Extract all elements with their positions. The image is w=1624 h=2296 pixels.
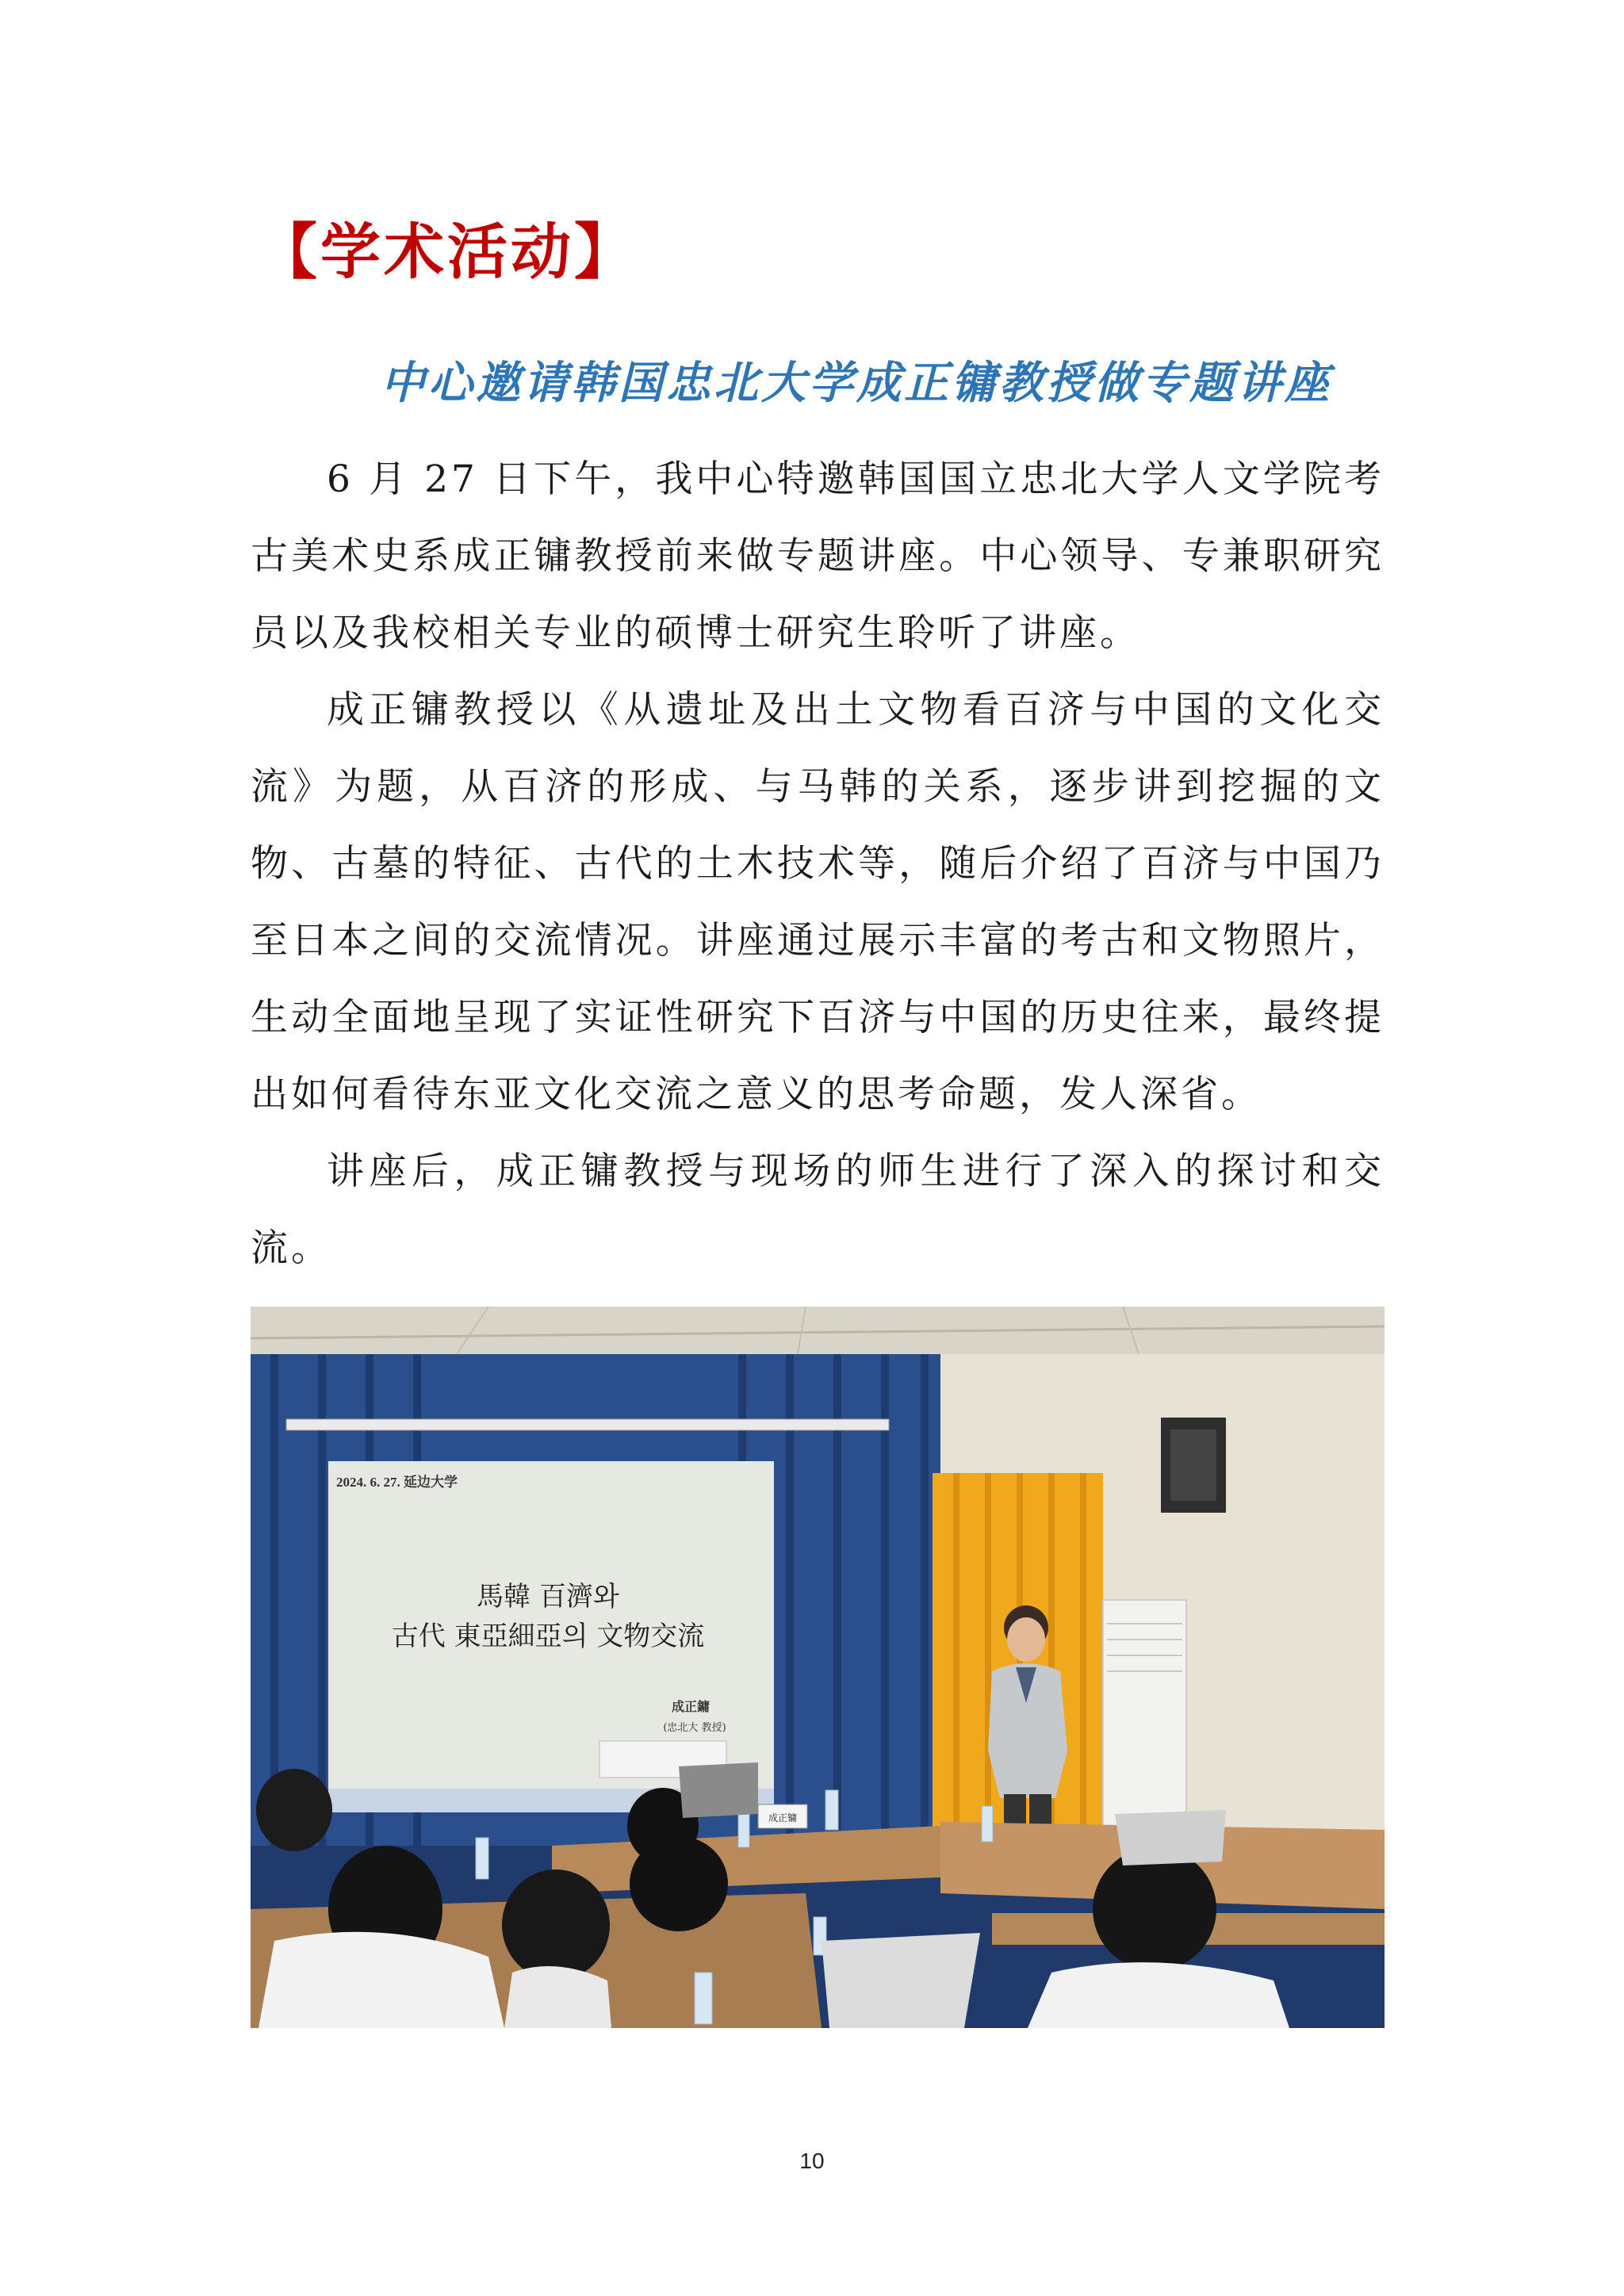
paragraph: 讲座后，成正镛教授与现场的师生进行了深入的探讨和交流。 — [251, 1150, 1385, 1270]
slide-affiliation: (忠北大 教授) — [663, 1722, 726, 1734]
lecture-photo — [251, 1307, 1385, 2028]
slide-date: 2024. 6. 27. 延边大学 — [336, 1475, 458, 1490]
article-body — [251, 441, 1385, 1287]
article-title: 中心邀请韩国忠北大学成正镛教授做专题讲座 — [381, 358, 1332, 409]
paragraph: 6 月 27 日下午，我中心特邀韩国国立忠北大学人文学院考古美术史系成正镛教授前来做专题讲座。中心领导、专兼职研究员以及我校相关专业的硕博士研究生聆听了讲座。 — [251, 457, 1385, 655]
nameplate-text: 成正镛 — [768, 1812, 798, 1823]
paragraph: 成正镛教授以《从遗址及出土文物看百济与中国的文化交流》为题，从百济的形成、与马韩的关系，逐步讲到挖掘的文物、古墓的特征、古代的土木技术等，随后介绍了百济与中国乃至日本之间的交流情况。讲座通过展示丰富的考古和文物照片，生动全面地呈现了实证性研究下百济与中国的历史往来，最终提出如何看待东亚文化交流之意义的思考命题，发人深省。 — [251, 688, 1385, 1116]
slide-title-line-1: 馬韓 百濟와 — [477, 1581, 619, 1613]
section-tag: 【学术活动】 — [257, 216, 638, 287]
page-number: 10 — [799, 2149, 825, 2173]
slide-author: 成正鏞 — [671, 1699, 710, 1714]
slide-title-line-2: 古代 東亞細亞의 文物交流 — [391, 1621, 705, 1652]
